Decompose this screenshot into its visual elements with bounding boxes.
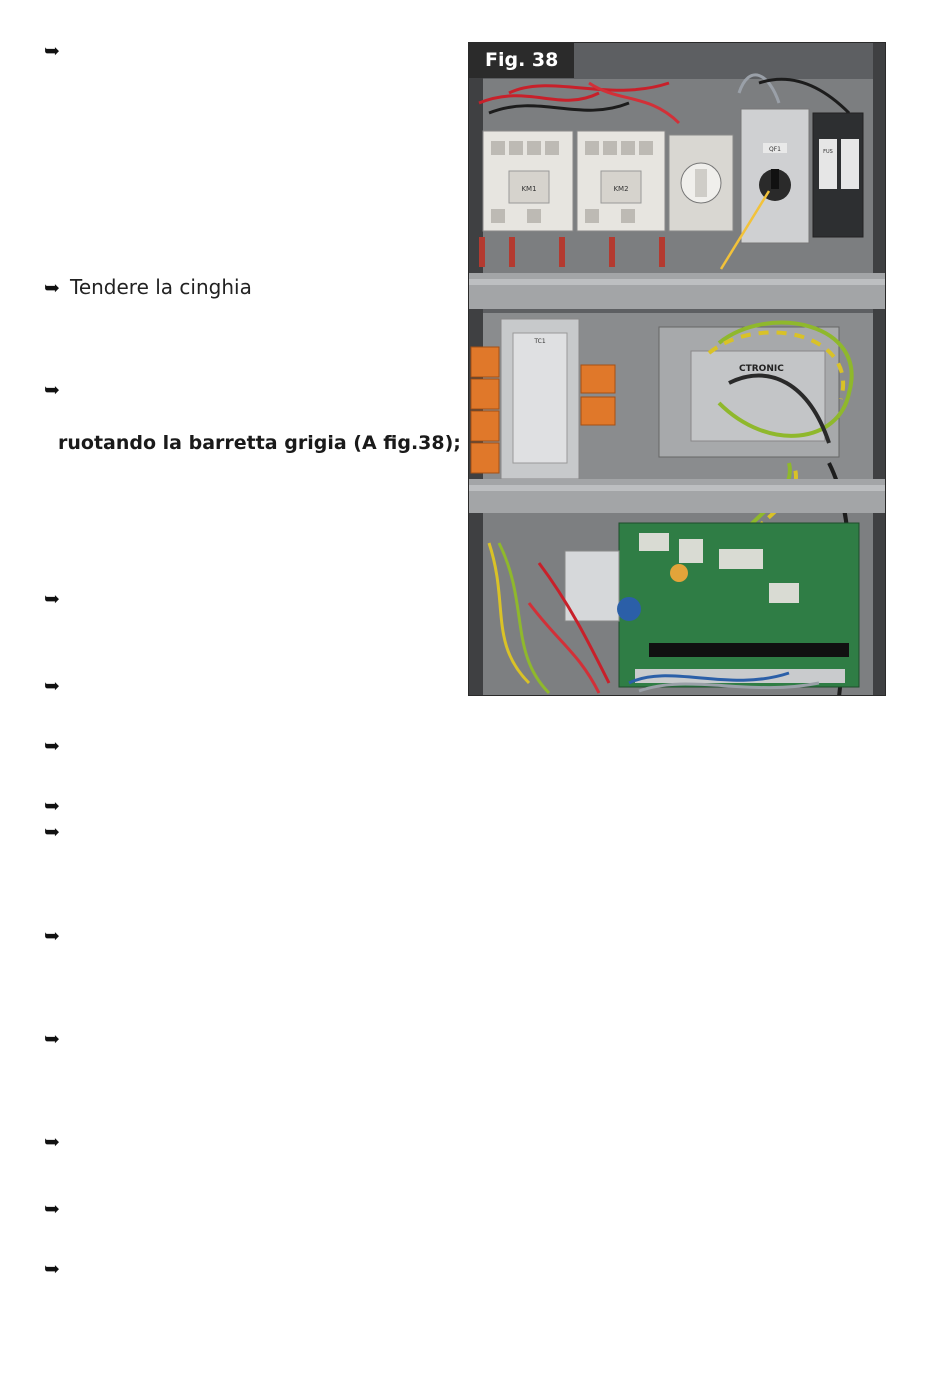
svg-text:KM2: KM2	[613, 185, 629, 193]
bullet-arrow-2: ➥	[44, 277, 60, 299]
svg-text:CTRONIC: CTRONIC	[739, 364, 784, 374]
contactor-km2	[577, 131, 665, 231]
breaker-qf1	[741, 109, 809, 243]
figure-label: Fig. 38	[469, 43, 574, 78]
svg-text:FUS: FUS	[823, 149, 833, 155]
svg-text:KM1: KM1	[521, 185, 537, 193]
svg-text:TC1: TC1	[534, 338, 546, 345]
bullet-arrow-12: ➥	[44, 1198, 60, 1220]
electrical-panel-illustration	[469, 43, 886, 696]
bullet-arrow-4: ➥	[44, 588, 60, 610]
fuse-holder	[813, 113, 863, 237]
contactor-km1	[483, 131, 573, 231]
emi-filter	[659, 327, 839, 457]
bullet-arrow-1: ➥	[44, 40, 60, 62]
figure-38-photo	[468, 42, 886, 696]
svg-text:QF1: QF1	[769, 146, 781, 153]
bullet-arrow-10: ➥	[44, 1028, 60, 1050]
bullet-arrow-13: ➥	[44, 1258, 60, 1280]
bullet-arrow-5: ➥	[44, 675, 60, 697]
bullet-arrow-8: ➥	[44, 821, 60, 843]
transformer-tc1	[501, 319, 579, 479]
bullet-arrow-7: ➥	[44, 795, 60, 817]
bullet-arrow-9: ➥	[44, 925, 60, 947]
bullet-arrow-11: ➥	[44, 1131, 60, 1153]
bullet-arrow-3: ➥	[44, 379, 60, 401]
step-rotate-bar: ruotando la barretta grigia (A fig.38);	[58, 432, 461, 454]
bullet-arrow-6: ➥	[44, 735, 60, 757]
step-tension-belt: Tendere la cinghia	[70, 275, 252, 299]
